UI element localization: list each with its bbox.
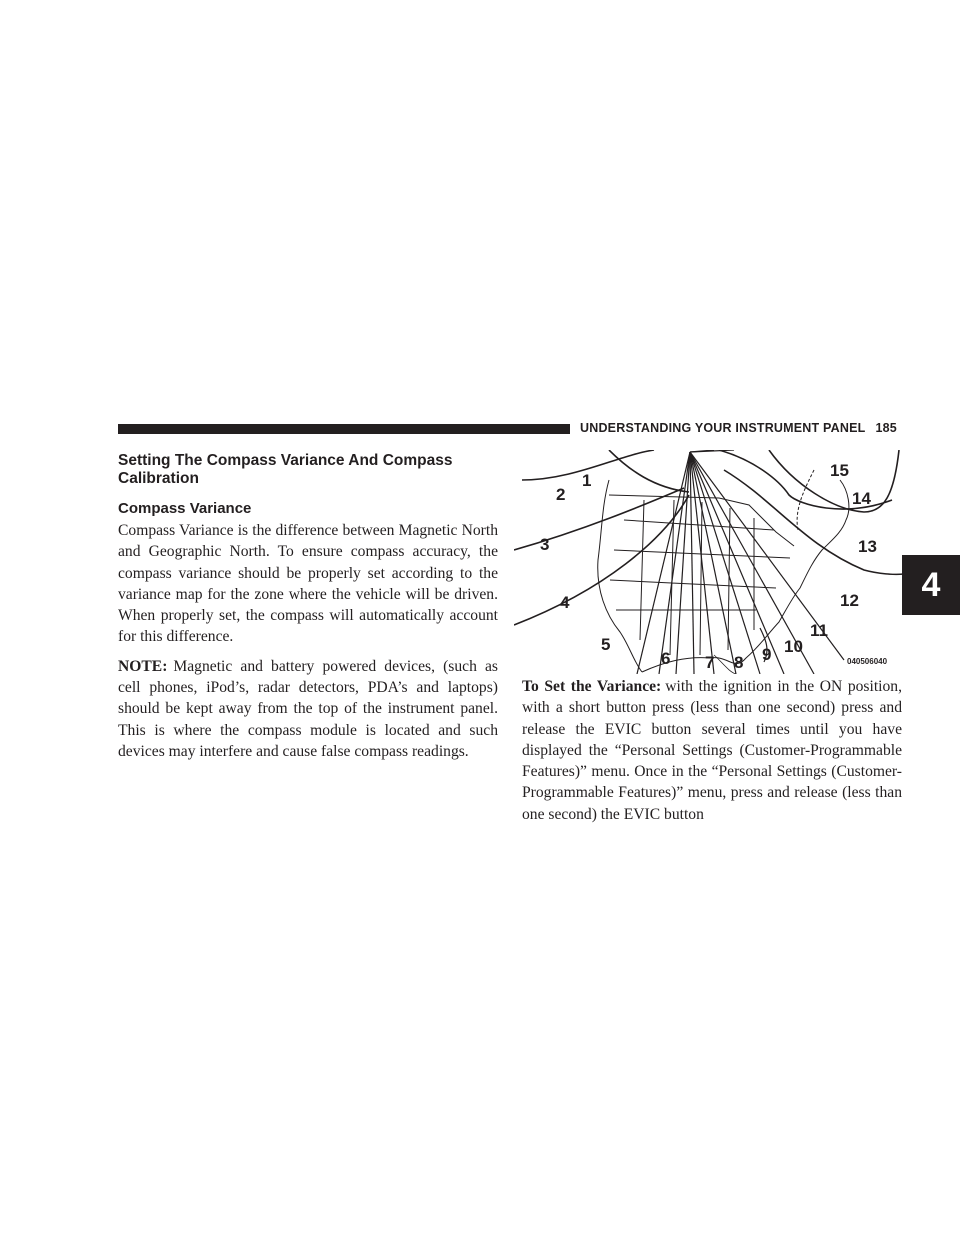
continent-outline xyxy=(598,470,849,674)
right-column xyxy=(522,676,902,825)
zone-label-13: 13 xyxy=(858,537,877,556)
zone-labels xyxy=(540,461,877,672)
arc-13 xyxy=(724,470,904,574)
zone-label-1: 1 xyxy=(582,471,592,490)
arc-4 xyxy=(514,495,689,625)
subsection-heading: Compass Variance xyxy=(118,500,252,517)
zone-label-15: 15 xyxy=(830,461,849,480)
variance-map xyxy=(514,450,904,674)
zone-label-6: 6 xyxy=(661,649,671,668)
zone-label-2: 2 xyxy=(556,485,566,504)
header-rule xyxy=(118,424,570,434)
zone-label-10: 10 xyxy=(784,637,803,656)
arc-1 xyxy=(609,450,689,492)
zone-label-4: 4 xyxy=(560,593,570,612)
variance-paragraph: Compass Variance is the difference between Magnetic North and Geographic North. To ensure compass accuracy, the compass variance should be properly set according to the variance map for the zone where the vehicle will be driven. When properly set, the compass will automatically account for this difference. xyxy=(118,522,498,646)
page-number: 185 xyxy=(875,421,897,435)
set-variance-label: To Set the Variance: xyxy=(522,678,662,695)
set-variance-text: with the ignition in the ON position, with a short button press (less than one second) press and release the EVIC button several times until you have displayed the “Personal Settings (Customer-Programmable Features)” menu. Once in the “Personal Settings (Customer-Programmable Features)” menu, press and release (less than one second) the EVIC button xyxy=(522,678,902,823)
zone-label-7: 7 xyxy=(705,653,715,672)
variance-map-figure xyxy=(514,450,904,674)
zone-label-14: 14 xyxy=(852,489,871,508)
chapter-tab: 4 xyxy=(902,555,960,615)
zone-label-9: 9 xyxy=(762,645,772,664)
arc-15 xyxy=(769,450,899,512)
set-variance-paragraph xyxy=(522,676,902,825)
left-column xyxy=(118,452,498,762)
figure-code: 040506040 xyxy=(847,657,888,666)
note-text: Magnetic and battery powered devices, (such as cell phones, iPod’s, radar detectors, PDA’s and laptops) should be kept away from the top of the instrument panel. This is where the compass module is located and such devices may interfere and cause false compass readings. xyxy=(118,657,498,760)
zone-label-3: 3 xyxy=(540,535,550,554)
header-section-title: UNDERSTANDING YOUR INSTRUMENT PANEL xyxy=(580,421,866,435)
zone-label-11: 11 xyxy=(810,621,828,640)
zone-label-12: 12 xyxy=(840,591,859,610)
note-label: NOTE: xyxy=(118,657,168,675)
section-heading: Setting The Compass Variance And Compass Calibration xyxy=(118,452,453,487)
zone-label-8: 8 xyxy=(734,653,744,672)
zone-label-5: 5 xyxy=(601,635,611,654)
running-header xyxy=(580,421,897,435)
note-paragraph xyxy=(118,656,498,762)
isogonic-lines xyxy=(637,450,844,674)
